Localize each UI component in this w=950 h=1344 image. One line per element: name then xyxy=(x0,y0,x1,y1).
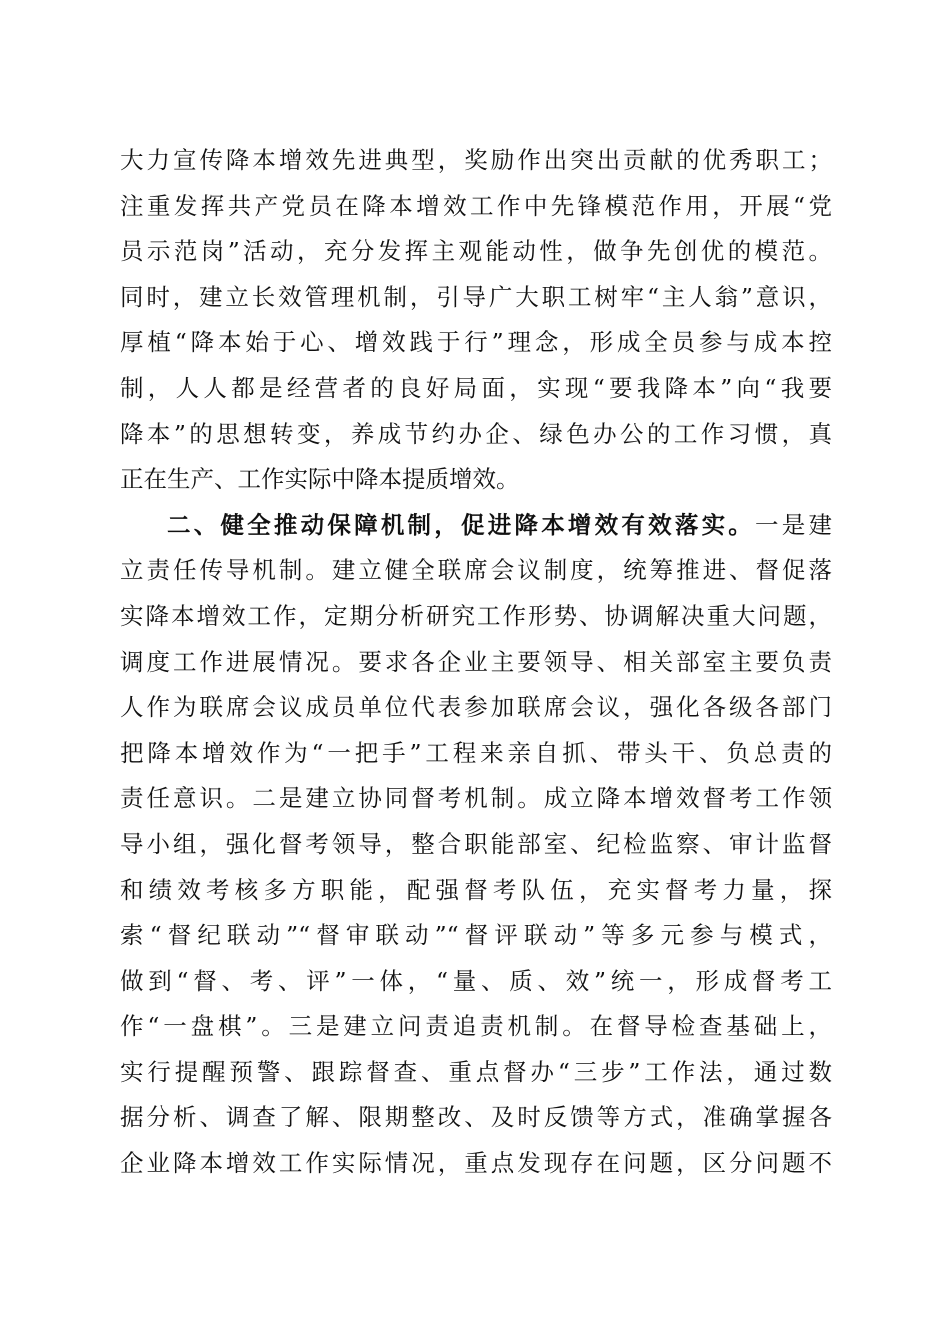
text-line: 做到“督、考、评”一体，“量、质、效”统一，形成督考工 xyxy=(120,966,832,995)
text-line: 大力宣传降本增效先进典型，奖励作出突出贡献的优秀职工； xyxy=(120,146,832,174)
paragraph-2-first-line xyxy=(120,503,832,549)
text-line: 调度工作进展情况。要求各企业主要领导、相关部室主要负责 xyxy=(120,647,832,676)
paragraph-2 xyxy=(120,503,832,1187)
text-line: 实行提醒预警、跟踪督查、重点督办“三步”工作法，通过数 xyxy=(120,1057,832,1086)
text-line: 索“督纪联动”“督审联动”“督评联动”等多元参与模式， xyxy=(120,921,832,950)
text-line: 实降本增效工作，定期分析研究工作形势、协调解决重大问题， xyxy=(120,601,832,630)
text-line: 据分析、调查了解、限期整改、及时反馈等方式，准确掌握各 xyxy=(120,1103,832,1132)
paragraph-1 xyxy=(120,138,832,503)
document-body xyxy=(120,138,832,1187)
text-line: 立责任传导机制。建立健全联席会议制度，统筹推进、督促落 xyxy=(120,556,832,585)
section-heading: 二、健全推动保障机制，促进降本增效有效落实。 xyxy=(167,510,756,539)
text-line: 企业降本增效工作实际情况，重点发现存在问题，区分问题不 xyxy=(120,1149,832,1178)
text-line: 制，人人都是经营者的良好局面，实现“要我降本”向“我要 xyxy=(120,373,832,402)
text-line: 人作为联席会议成员单位代表参加联席会议，强化各级各部门 xyxy=(120,693,832,722)
text-line: 注重发挥共产党员在降本增效工作中先锋模范作用，开展“党 xyxy=(120,191,832,220)
heading-tail-text: 一是建 xyxy=(755,510,833,539)
text-line: 降本”的思想转变，养成节约办企、绿色办公的工作习惯，真 xyxy=(120,419,832,448)
text-line: 员示范岗”活动，充分发挥主观能动性，做争先创优的模范。 xyxy=(120,237,832,266)
text-line: 和绩效考核多方职能，配强督考队伍，充实督考力量，探 xyxy=(120,875,832,904)
text-line: 责任意识。二是建立协同督考机制。成立降本增效督考工作领 xyxy=(120,784,832,813)
text-line: 厚植“降本始于心、增效践于行”理念，形成全员参与成本控 xyxy=(120,328,832,357)
text-line: 把降本增效作为“一把手”工程来亲自抓、带头干、负总责的 xyxy=(120,738,832,767)
text-line: 同时，建立长效管理机制，引导广大职工树牢“主人翁”意识， xyxy=(120,282,832,311)
text-line: 作“一盘棋”。三是建立问责追责机制。在督导检查基础上， xyxy=(120,1012,832,1041)
text-line: 导小组，强化督考领导，整合职能部室、纪检监察、审计监督 xyxy=(120,829,832,858)
text-line: 正在生产、工作实际中降本提质增效。 xyxy=(120,465,520,494)
